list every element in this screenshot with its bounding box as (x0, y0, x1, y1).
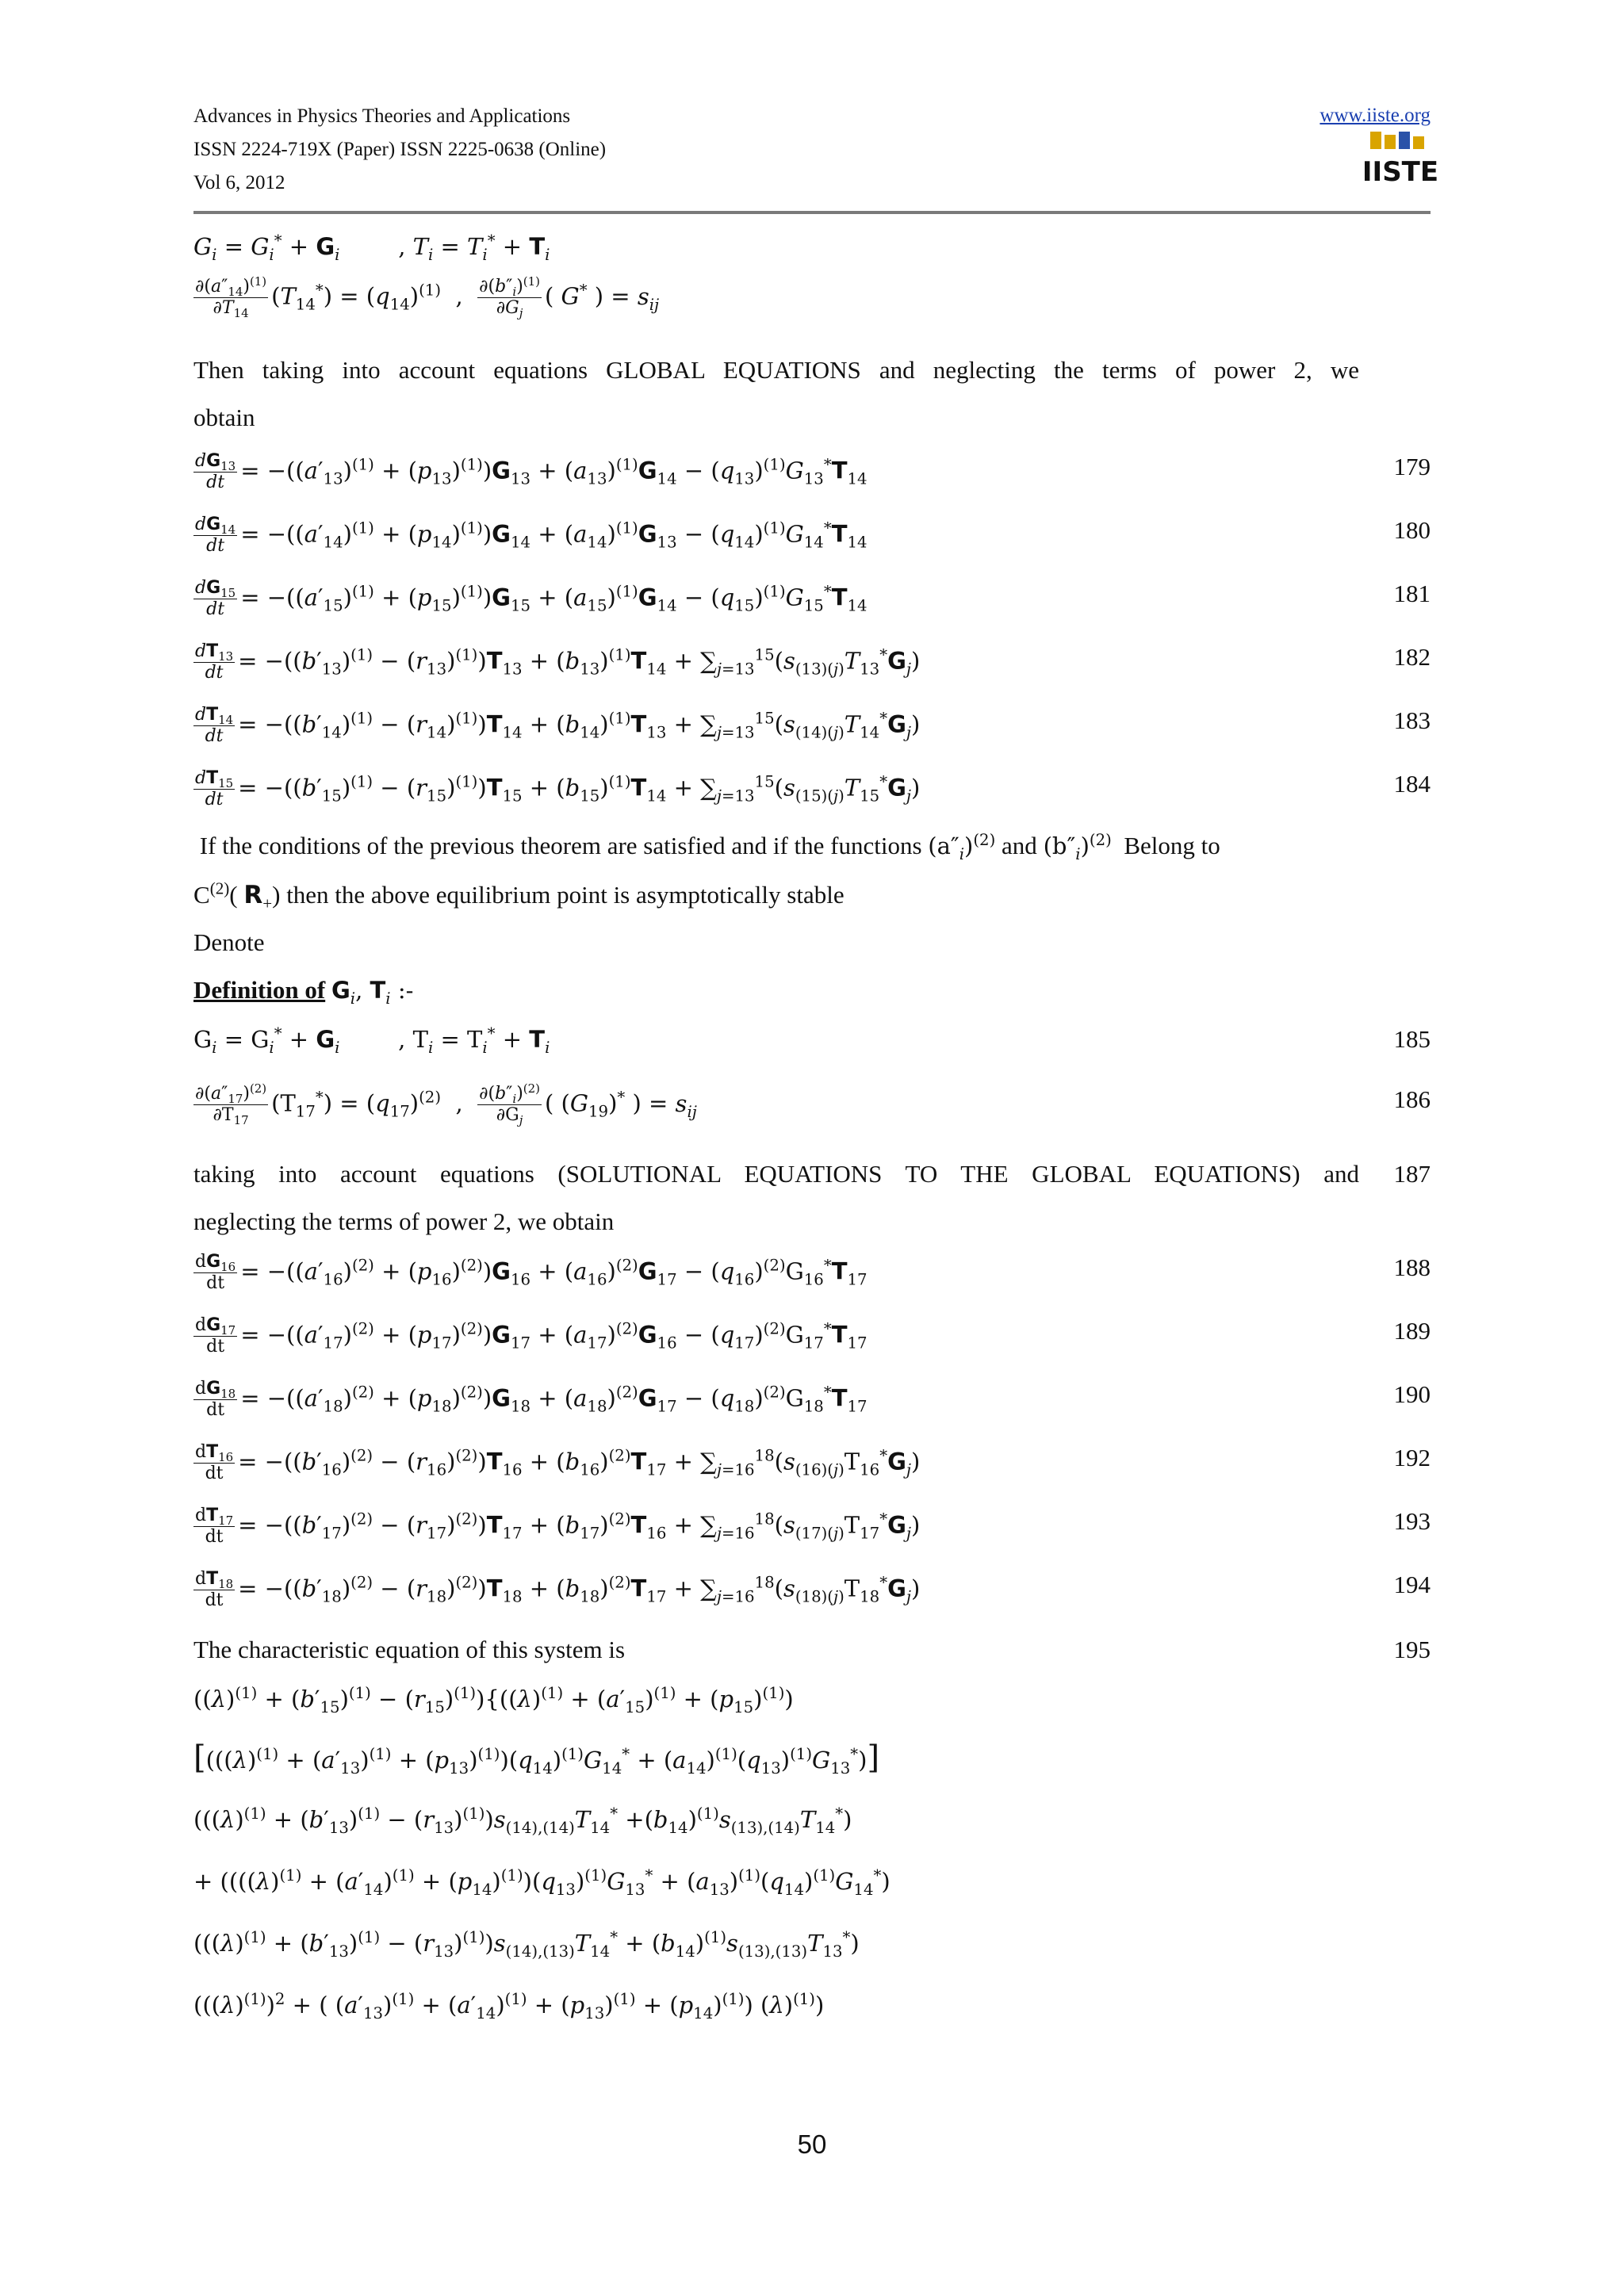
volume-line: Vol 6, 2012 (193, 172, 285, 193)
equation-number: 189 (1393, 1317, 1431, 1345)
equation-number: 186 (1393, 1085, 1431, 1113)
equation-number: 185 (1393, 1025, 1431, 1053)
journal-title: Advances in Physics Theories and Applications (193, 105, 571, 127)
equation-number: 180 (1393, 516, 1431, 544)
paragraph-line: obtain (193, 404, 255, 431)
equation-number: 181 (1393, 580, 1431, 607)
equation-number: 182 (1393, 643, 1431, 671)
paper-page: Advances in Physics Theories and Applications ISSN 2224-719X (Paper) ISSN 2225-0638 (Online) Vol 6, 2012 www.iiste.org IISTE $G_i = G_i^* + G_i$ , $T_i = T_i^* + T_i$ $\frac{\partial(a''_{14})^{(1)}}{\partial T_{14}}$ $(T_{14}^*) = (q_{14})^{(1)}$ , $\frac{\partial(b''_i)^{(1)}}{\partial G_j}$ ( G* ) = $s_{ij}$ Then taking into account equations GLOBAL EQUATIONS and neglecting the terms of power 2, we obtain $\frac{dG_{13}}{dt}$ = $-((a'_{13})^{(1)} + (p_{13})^{(1)})G_{13} + (a_{13})^{(1)}G_{14} - (q_{13})^{(1)}G_{13}^*T_{14}$ 179 $\frac{dG_{14}}{dt}$ = $-((a'_{14})^{(1)} + (p_{14})^{(1)})G_{14} + (a_{14})^{(1)}G_{13} - (q_{14})^{(1)}G_{14}^*T_{14}$ 180 $\frac{dG_{15}}{dt}$ = $-((a'_{15})^{(1)} + (p_{15})^{(1)})G_{15} + (a_{15})^{(1)}G_{14} - (q_{15})^{(1)}G_{15}^*T_{14}$ 181 $\frac{dT_{13}}{dt}$ = $-((b'_{13})^{(1)} - (r_{13})^{(1)})T_{13} + (b_{13})^{(1)}T_{14} + \sum_{j=13}^{15}(s_{(13)(j)}T_{13}^*G_j)$ 182 $\frac{dT_{14}}{dt}$ = $-((b'_{14})^{(1)} - (r_{14})^{(1)})T_{14} + (b_{14})^{(1)}T_{13} + \sum_{j=13}^{15}(s_{(14)(j)}T_{14}^*G_j)$ 183 $\frac{dT_{15}}{dt}$ = $-((b'_{15})^{(1)} - (r_{15})^{(1)})T_{15} + (b_{15})^{(1)}T_{14} + \sum_{j=13}^{15}(s_{(15)(j)}T_{15}^*G_j)$ 184 If the conditions of the previous theorem are satisfied and if the functions $(a''_i)^{(2)}$ and $(b''_i)^{(2)}$ Belong to $C^{(2)}$( $R_+$) then the above equilibrium point is asymptotically stable Denote Definition of $G_i$, $T_i$ :- $G_i = G_i^* + G_i$ , $T_i = T_i^* + T_i$ 185 $\frac{\partial(a''_{17})^{(2)}}{\partial T_{17}}$ $(T_{17}^*) = (q_{17})^{(2)}$ , $\frac{\partial(b''_i)^{(2)}}{\partial G_j}$ ( $(G_{19})^*$ ) = $s_{ij}$ 186 taking into account equations (SOLUTIONAL EQUATIONS TO THE GLOBAL EQUATIONS) and 187 neglecting the terms of power 2, we obtain $\frac{dG_{16}}{dt}$ = $-((a'_{16})^{(2)} + (p_{16})^{(2)})G_{16} + (a_{16})^{(2)}G_{17} - (q_{16})^{(2)}G_{16}^*T_{17}$ 188 $\frac{dG_{17}}{dt}$ = $-((a'_{17})^{(2)} + (p_{17})^{(2)})G_{17} + (a_{17})^{(2)}G_{16} - (q_{17})^{(2)}G_{17}^*T_{17}$ 189 $\frac{dG_{18}}{dt}$ = $-((a'_{18})^{(2)} + (p_{18})^{(2)})G_{18} + (a_{18})^{(2)}G_{17} - (q_{18})^{(2)}G_{18}^*T_{17}$ 190 $\frac{dT_{16}}{dt}$ = $-((b'_{16})^{(2)} - (r_{16})^{(2)})T_{16} + (b_{16})^{(2)}T_{17} + \sum_{j=16}^{18}(s_{(16)(j)}T_{16}^*G_j)$ 192 $\frac{dT_{17}}{dt}$ = $-((b'_{17})^{(2)} - (r_{17})^{(2)})T_{17} + (b_{17})^{(2)}T_{16} + \sum_{j=16}^{18}(s_{(17)(j)}T_{17}^*G_j)$ 193 $\frac{dT_{18}}{dt}$ = $-((b'_{18})^{(2)} - (r_{18})^{(2)})T_{18} + (b_{18})^{(2)}T_{17} + \sum_{j=16}^{18}(s_{(18)(j)}T_{18}^*G_j)$ 194 The characteristic equation of this system is 195 $((\lambda)^{(1)} + (b'_{15})^{(1)} - (r_{15})^{(1)})\{((\lambda)^{(1)} + (a'_{15})^{(1)} + (p_{15})^{(1)})$ $[(((\lambda)^{(1)} + (a'_{13})^{(1)} + (p_{13})^{(1)})(q_{14})^{(1)}G_{14}^* + (a_{14})^{(1)}(q_{13})^{(1)}G_{13}^*)]$ $(((\lambda)^{(1)} + (b'_{13})^{(1)} - (r_{13})^{(1)})s_{(14),(14)}T_{14}^* +(b_{14})^{(1)}s_{(13),(14)}T_{14}^*)$ + ($(((\lambda)^{(1)} + (a'_{14})^{(1)} + (p_{14})^{(1)})(q_{13})^{(1)}G_{13}^* + (a_{13})^{(1)}(q_{14})^{(1)}G_{14}^*)$ $(((\lambda)^{(1)} + (b'_{13})^{(1)} - (r_{13})^{(1)})s_{(14),(13)}T_{14}^* + (b_{14})^{(1)}s_{(13),(13)}T_{13}^*)$ ($((\lambda)^{(1)})^2$ + ( $(a'_{13})^{(1)} + (a'_{14})^{(1)} + (p_{13})^{(1)} + (p_{14})^{(1)}$) $(\lambda)^{(1)}$) 50 (0, 0, 1624, 2296)
paragraph-line: neglecting the terms of power 2, we obtain (193, 1207, 615, 1235)
equation-number: 183 (1393, 706, 1431, 734)
page-number: 50 (797, 2130, 827, 2159)
paragraph-fragment: If the conditions of the previous theorem are satisfied and if the functions (199, 832, 922, 859)
denote-text: Denote (193, 928, 265, 956)
issn-line: ISSN 2224-719X (Paper) ISSN 2225-0638 (Online) (193, 139, 607, 160)
equation-number: 187 (1393, 1160, 1431, 1188)
logo-text: IISTE (1362, 156, 1439, 188)
paragraph-line: Then taking into account equations GLOBAL EQUATIONS and neglecting the terms of power 2, we (193, 356, 1359, 384)
header-rule (193, 211, 1431, 214)
paragraph-fragment: Belong to (1124, 832, 1220, 859)
definition-label: Definition of (193, 976, 326, 1004)
equation-number: 188 (1393, 1253, 1431, 1281)
iiste-logo (1362, 132, 1439, 188)
equation-number: 195 (1393, 1636, 1431, 1663)
paragraph-line: taking into account equations (SOLUTIONAL EQUATIONS TO THE GLOBAL EQUATIONS) and (193, 1160, 1359, 1188)
equation-number: 190 (1393, 1380, 1431, 1408)
equation-number: 184 (1393, 770, 1431, 798)
equation-number: 193 (1393, 1507, 1431, 1535)
paragraph-fragment: then the above equilibrium point is asymptotically stable (286, 881, 845, 909)
journal-url-link[interactable]: www.iiste.org (1320, 105, 1431, 126)
paragraph-fragment: and (1002, 832, 1037, 859)
equation-number: 179 (1393, 453, 1431, 480)
equation-number: 194 (1393, 1571, 1431, 1598)
paragraph-line: The characteristic equation of this system is (193, 1636, 626, 1663)
equation-number: 192 (1393, 1444, 1431, 1471)
